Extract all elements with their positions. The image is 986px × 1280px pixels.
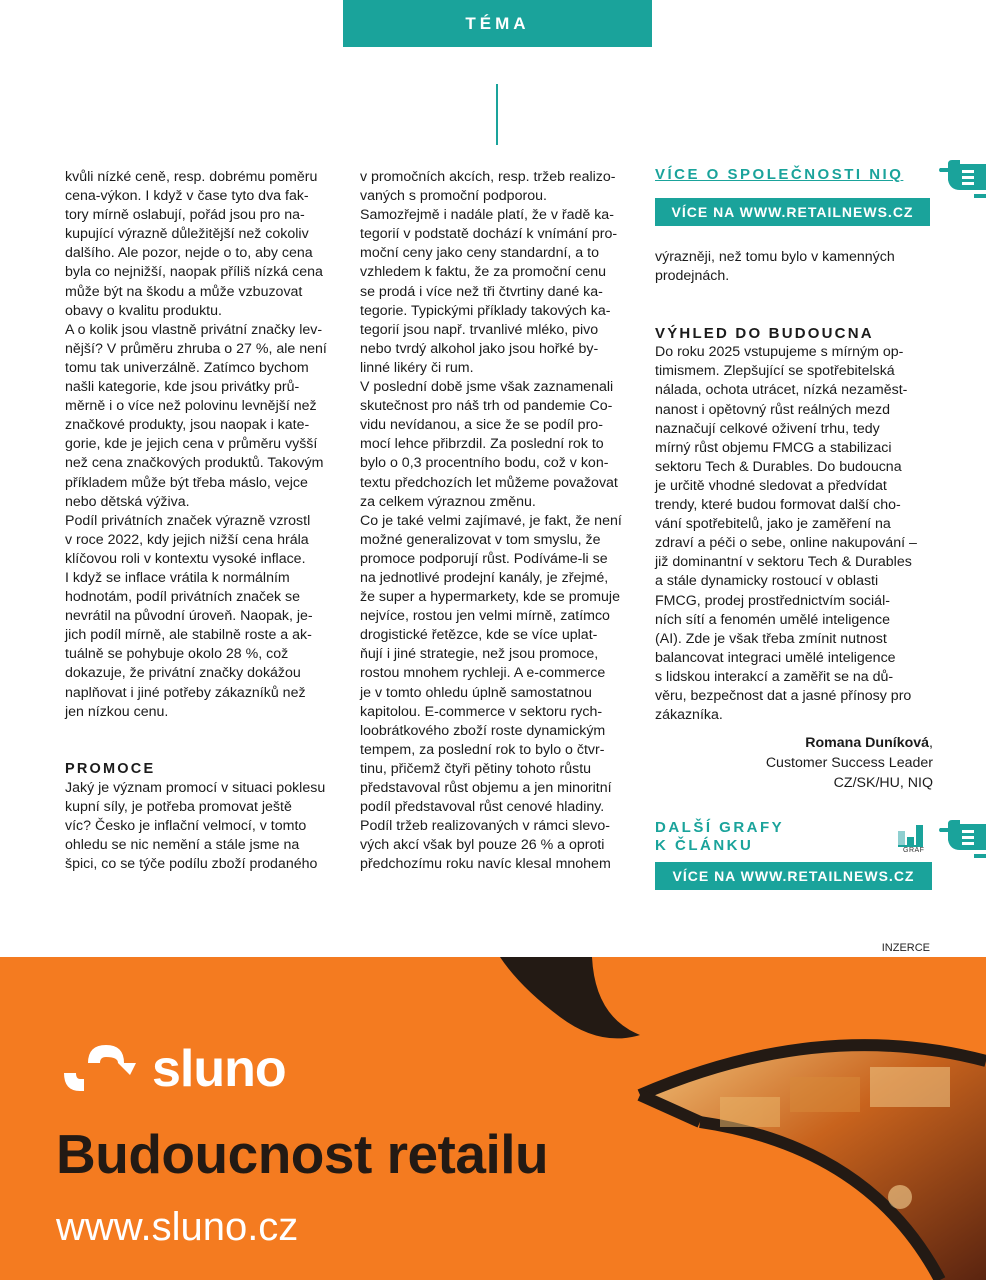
author-region: CZ/SK/HU, NIQ bbox=[833, 775, 933, 792]
pointing-hand-icon bbox=[938, 818, 986, 860]
paragraph: Co je také velmi zajímavé, je fakt, že není možné generalizovat v tom smyslu, že promoce podporují růst. Podíváme-li se na jednotlivé prodejní kanály, je zřejmé, že super a hypermarkety, kde se promuje nejvíce, rostou jen velmi mírně, zatímco drogistické řetězce, kde se více uplat- ňují i jiné strategie, než jsou promoce, rostou mnohem rychleji. A e-commerce je v tomto ohledu úplně samostatnou kapitolou. E-commerce v sektoru rych- loobrátkového zboží roste dynamickým tempem, za poslední rok to bylo o čtvr- tinu, přičemž čtyři pětiny tohoto růstu představoval růst objemu a jen minoritní podíl představoval růst cenové hladiny. Podíl tržeb realizovaných v rámci slevo- vých akcí však byl pouze 26 % a oproti předchozímu roku navíc klesal mnohem bbox=[360, 512, 622, 873]
paragraph: Samozřejmě i nadále platí, že v řadě ka- tegorií v podstatě dochází k vnímání pro- moční ceny jako ceny standardní, a to vzhledem k faktu, že za promoční cenu se prodá i více než tři čtvrtiny dané ka- tegorie. Typickými příklady takových ka- tegorií jsou např. trvanlivé mléko, pivo nebo tvrdý alkohol jako jsou hořké by- linné likéry či rum. bbox=[360, 207, 618, 376]
retailnews-graphs-button[interactable]: VÍCE NA WWW.RETAILNEWS.CZ bbox=[655, 862, 932, 890]
article-column-1 bbox=[65, 168, 347, 874]
paragraph: Do roku 2025 vstupujeme s mírným op- timismem. Zlepšující se spotřebitelská nálada, ochota utrácet, nízká nezaměst- nanost i opětovný růst reálných mezd naznačují celkové oživení trhu, tedy mírný růst objemu FMCG a stabilizaci sektoru Tech & Durables. Do budoucna je určitě vhodné sledovat a předvídat trendy, které budou formovat další cho- vání spotřebitelů, jako je zaměření na zdraví a péči o sebe, online nakupování – již dominantní v sektoru Tech & Durables a stále dynamicky rostoucí v oblasti FMCG, prodej prostřednictvím sociál- ních sítí a fenomén umělé inteligence (AI). Zde je však třeba zmínit nutnost balancovat integraci umělé inteligence s lidskou interakcí a zaměřit se na dů- věru, bezpečnost dat a jasné přínosy pro zákazníka. bbox=[655, 344, 917, 724]
pointing-hand-icon bbox=[938, 158, 986, 200]
advert-url[interactable]: www.sluno.cz bbox=[56, 1205, 299, 1249]
author-role: Customer Success Leader bbox=[765, 755, 933, 772]
paragraph: A o kolik jsou vlastně privátní značky lev- nější? V průměru zhruba o 27 %, ale není tomu tak univerzálně. Zatímco bychom našli kategorie, kde jsou privátky prů- měrně i o více než polovinu levnější než značkové produkty, jsou naopak i kate- gorie, kde je jejich cena v průměru vyšší než cena značkových produktů. Takovým příkladem může být třeba máslo, vejce nebo dětská výživa. bbox=[65, 321, 327, 510]
sluno-advert[interactable] bbox=[0, 957, 986, 1280]
article-column-3 bbox=[655, 248, 933, 793]
advert-label: INZERCE bbox=[881, 942, 930, 954]
article-column-2 bbox=[360, 168, 640, 874]
section-heading-vyhled: VÝHLED DO BUDOUCNA bbox=[655, 325, 874, 343]
paragraph: Jaký je význam promocí v situaci poklesu kupní síly, je potřeba promovat ještě víc? Česko je inflační velmocí, v tomto ohledu se nic nemění a stále jsme na špici, co se týče podílu zboží prodaného bbox=[65, 779, 326, 873]
paragraph: kvůli nízké ceně, resp. dobrému poměru cena-výkon. I když v čase tyto dva fak- tory mírně oslabují, pořád jsou pro na- kupující výrazně důležitější než cokoliv dalšího. Ale pozor, nejde o to, aby cena byla co nejnižší, naopak příliš nízká cena může být na škodu a může vzbuzovat obavy o kvalitu produktu. bbox=[65, 169, 323, 319]
graf-label: GRAF bbox=[903, 847, 925, 854]
paragraph: V poslední době jsme však zaznamenali skutečnost pro náš trh od pandemie Co- vidu nevídanou, a sice že se podíl pro- mocí lehce přibrzdil. Za poslední rok to bylo o 0,3 procentního bodu, což v kon- textu předchozích let můžeme považovat za celkem výraznou změnu. bbox=[360, 379, 618, 510]
paragraph: v promočních akcích, resp. tržeb realizo- vaných s promoční podporou. bbox=[360, 169, 616, 205]
advert-title: Budoucnost retailu bbox=[56, 1123, 549, 1185]
section-heading-promoce: PROMOCE bbox=[65, 760, 156, 777]
more-graphs-title: DALŠÍ GRAFY K ČLÁNKU bbox=[655, 819, 785, 854]
author-comma: , bbox=[929, 735, 933, 752]
retailnews-button[interactable]: VÍCE NA WWW.RETAILNEWS.CZ bbox=[655, 198, 930, 226]
paragraph: výrazněji, než tomu bylo v kamenných prodejnách. bbox=[655, 249, 895, 285]
section-tag: TÉMA bbox=[343, 0, 652, 47]
company-info-link[interactable]: VÍCE O SPOLEČNOSTI NIQ bbox=[655, 166, 904, 183]
paragraph: Podíl privátních značek výrazně vzrostl v roce 2022, kdy jejich nižší cena hrála klíčovou roli v kontextu vysoké inflace. I když se inflace vrátila k normálním hodnotám, podíl privátních značek se nevrátil na původní úroveň. Naopak, je- jich podíl mírně, ale stabilně roste a ak- tuálně se pohybuje okolo 28 %, což dokazuje, že privátní značky dokážou naplňovat i jiné potřeby zákazníků než jen nízkou cenu. bbox=[65, 512, 313, 720]
advert-brand: sluno bbox=[152, 1040, 286, 1098]
author-signature bbox=[655, 733, 933, 793]
author-name: Romana Duníková bbox=[805, 735, 930, 752]
divider-line bbox=[496, 84, 498, 145]
